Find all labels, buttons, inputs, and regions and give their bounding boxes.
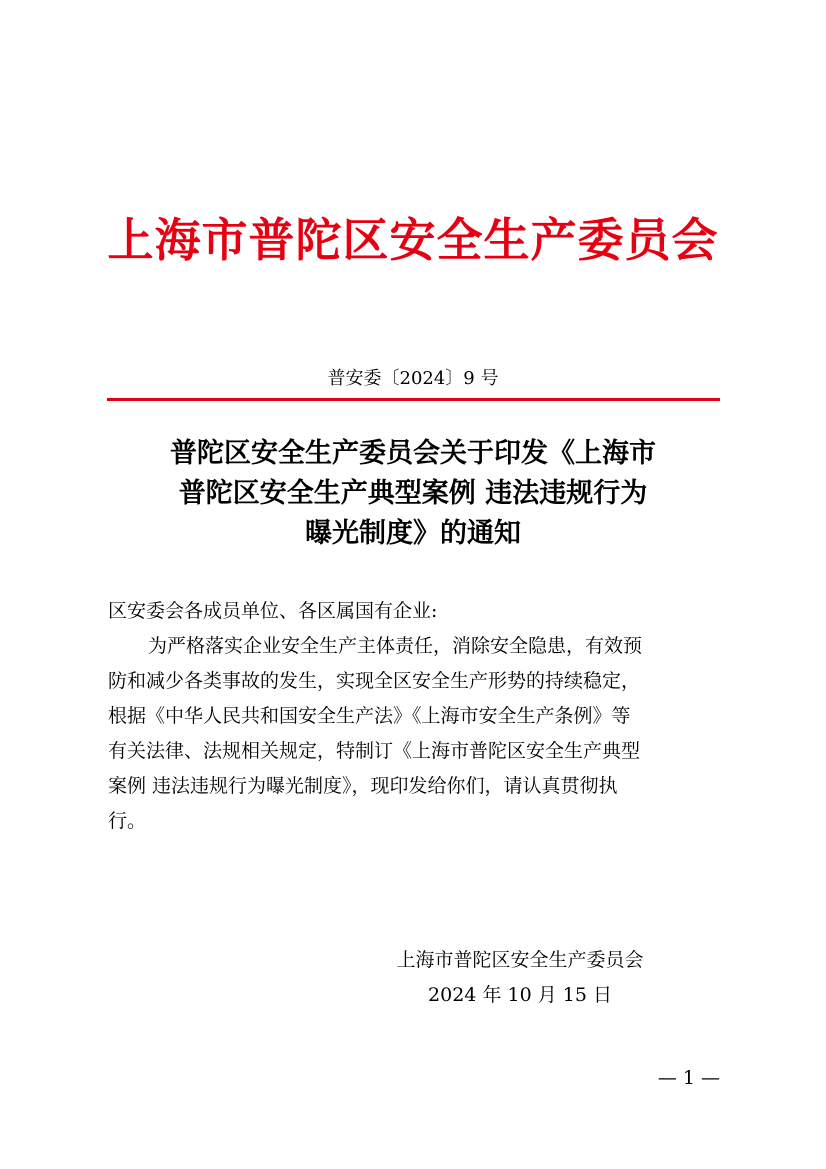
salutation: 区安委会各成员单位、各区属国有企业: xyxy=(108,600,438,622)
red-divider-line xyxy=(107,398,720,401)
title-line: 普陀区安全生产委员会关于印发《上海市 xyxy=(170,438,656,469)
title-line: 普陀区安全生产典型案例 违法违规行为 xyxy=(178,478,648,509)
body-line: 行。 xyxy=(108,810,147,832)
body-line: 防和减少各类事故的发生，实现全区安全生产形势的持续稳定， xyxy=(108,670,641,692)
signature-date: 2024 年 10 月 15 日 xyxy=(428,984,612,1006)
signature-org: 上海市普陀区安全生产委员会 xyxy=(396,949,644,971)
notice-title xyxy=(110,434,716,554)
body-line: 有关法律、法规相关规定，特制订《上海市普陀区安全生产典型 xyxy=(108,740,641,762)
signature-block xyxy=(360,943,680,1013)
body-line: 根据《中华人民共和国安全生产法》《上海市安全生产条例》等 xyxy=(108,705,631,727)
body-line: 案例 违法违规行为曝光制度》，现印发给你们，请认真贯彻执 xyxy=(108,775,618,797)
masthead-title: 上海市普陀区安全生产委员会 xyxy=(107,213,719,267)
document-number: 普安委〔2024〕9 号 xyxy=(327,368,499,389)
body-paragraph xyxy=(108,629,722,839)
page-number: — 1 — xyxy=(657,1067,720,1089)
title-line: 曝光制度》的通知 xyxy=(305,518,521,549)
body-line: 为严格落实企业安全生产主体责任，消除安全隐患，有效预 xyxy=(148,635,643,657)
notice-body xyxy=(108,594,722,839)
